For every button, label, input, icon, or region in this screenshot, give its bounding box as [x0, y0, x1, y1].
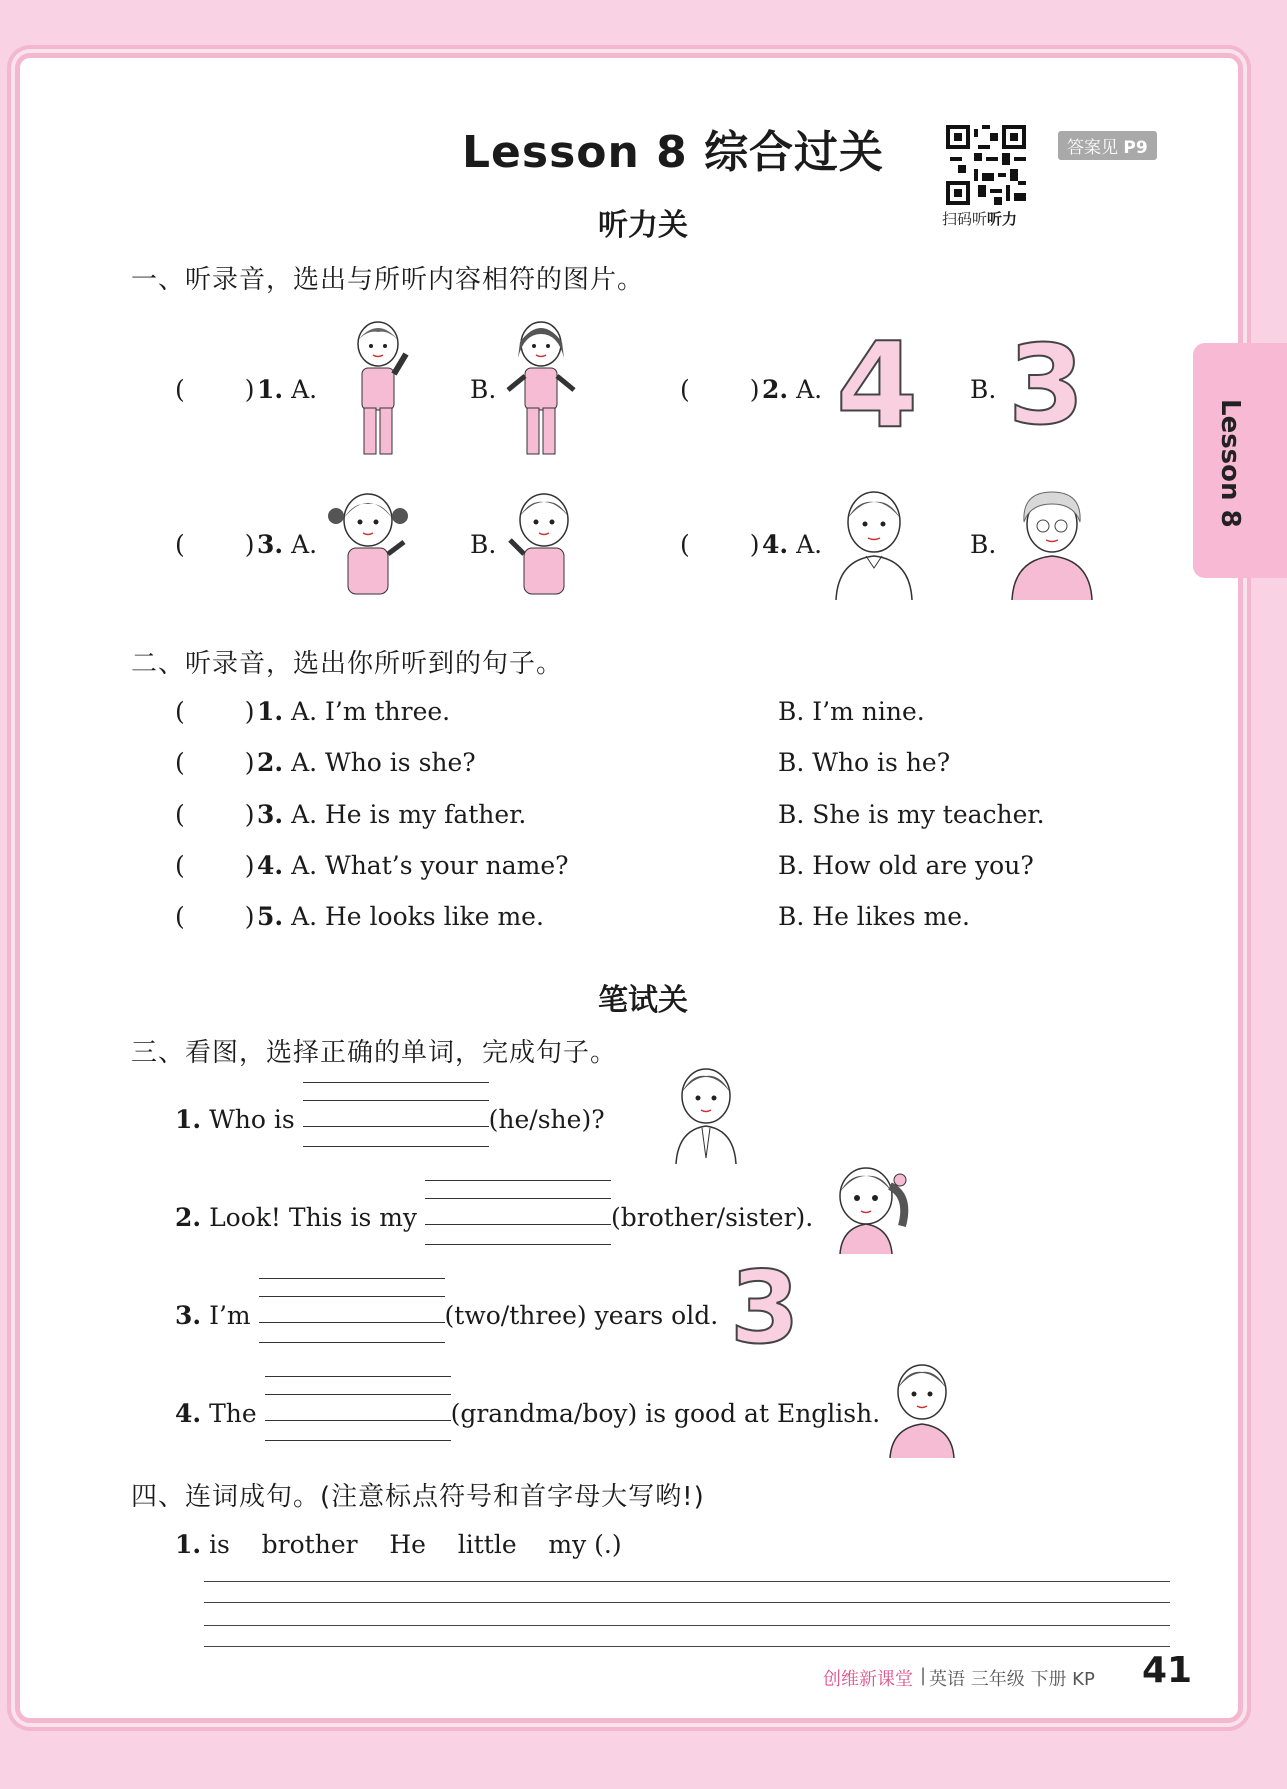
part2-item-4-b: B. How old are you?	[778, 851, 1034, 880]
qr-code-icon	[946, 125, 1026, 205]
digit-four-picture: 4	[836, 316, 919, 454]
digit-three-picture: 3	[1008, 321, 1085, 449]
man-picture	[826, 486, 922, 602]
listening-heading: 听力关	[598, 208, 688, 243]
part1-item-4: ( )4. A.	[680, 530, 823, 559]
girl-portrait-picture	[824, 1156, 920, 1256]
writing-line[interactable]	[204, 1602, 1170, 1603]
four-line-blank[interactable]	[259, 1298, 445, 1324]
part4-heading: 四、连词成句。(注意标点符号和首字母大写哟!)	[131, 1482, 705, 1512]
part2-item-5-b: B. He likes me.	[778, 902, 970, 931]
girl-standing-picture	[500, 318, 582, 460]
footer-brand: 创维新课堂	[823, 1669, 913, 1690]
writing-line[interactable]	[204, 1646, 1170, 1647]
part2-item-1-b: B. I’m nine.	[778, 697, 925, 726]
answer-paren[interactable]: ( )	[175, 851, 255, 880]
part2-item-3-b: B. She is my teacher.	[778, 800, 1045, 829]
page-title: Lesson 8 综合过关	[462, 127, 885, 178]
part3-item-3: 3. I’m (two/three) years old.	[175, 1298, 718, 1330]
answer-paren[interactable]: ( )	[175, 800, 255, 829]
part2-item-4: ( )4. A. What’s your name?	[175, 851, 569, 880]
part1-heading: 一、听录音，选出与所听内容相符的图片。	[131, 265, 645, 295]
writing-heading: 笔试关	[598, 983, 688, 1018]
part3-item-4: 4. The (grandma/boy) is good at English.	[175, 1396, 880, 1428]
part2-item-3: ( )3. A. He is my father.	[175, 800, 527, 829]
part1-item-1: ( )1. A.	[175, 375, 318, 404]
part2-item-2-b: B. Who is he?	[778, 748, 951, 777]
answer-badge: 答案见 P9	[1058, 131, 1157, 160]
writing-line[interactable]	[204, 1625, 1170, 1626]
footer-separator: |	[920, 1665, 927, 1686]
girl-waving-picture	[326, 488, 412, 598]
part1-item-3-b: B.	[470, 530, 497, 559]
boy-pink-shirt-picture	[882, 1356, 962, 1460]
part3-heading: 三、看图，选择正确的单词，完成句子。	[131, 1038, 618, 1068]
answer-paren[interactable]: ( )	[680, 375, 760, 404]
grandma-picture	[1004, 486, 1100, 602]
answer-paren[interactable]: ( )	[680, 530, 760, 559]
qr-caption: 扫码听听力	[942, 210, 1018, 228]
four-line-blank[interactable]	[303, 1102, 489, 1128]
part1-item-1-b: B.	[470, 375, 497, 404]
boy-portrait-picture	[666, 1062, 746, 1166]
part2-heading: 二、听录音，选出你所听到的句子。	[131, 649, 564, 679]
part1-item-3: ( )3. A.	[175, 530, 318, 559]
part1-item-2: ( )2. A.	[680, 375, 823, 404]
part4-item-1: 1. is brother He little my (.)	[175, 1530, 622, 1559]
answer-paren[interactable]: ( )	[175, 748, 255, 777]
four-line-blank[interactable]	[265, 1396, 451, 1422]
part3-item-1: 1. Who is (he/she)?	[175, 1102, 605, 1134]
answer-paren[interactable]: ( )	[175, 902, 255, 931]
answer-paren[interactable]: ( )	[175, 530, 255, 559]
footer-info: 英语 三年级 下册 KP	[929, 1669, 1095, 1690]
part3-item-2: 2. Look! This is my (brother/sister).	[175, 1200, 813, 1232]
four-line-blank[interactable]	[425, 1200, 611, 1226]
page-number: 41	[1142, 1650, 1193, 1691]
part2-item-1: ( )1. A. I’m three.	[175, 697, 451, 726]
digit-three-small-picture: 3	[730, 1249, 800, 1366]
part2-item-5: ( )5. A. He looks like me.	[175, 902, 544, 931]
part1-item-4-b: B.	[970, 530, 997, 559]
answer-paren[interactable]: ( )	[175, 697, 255, 726]
part2-item-2: ( )2. A. Who is she?	[175, 748, 476, 777]
boy-standing-picture	[338, 318, 418, 460]
lesson-side-tab: Lesson 8	[1193, 343, 1287, 578]
worksheet-page	[20, 58, 1238, 1718]
boy-waving-picture	[500, 488, 586, 598]
part1-item-2-b: B.	[970, 375, 997, 404]
writing-line[interactable]	[204, 1581, 1170, 1582]
answer-paren[interactable]: ( )	[175, 375, 255, 404]
